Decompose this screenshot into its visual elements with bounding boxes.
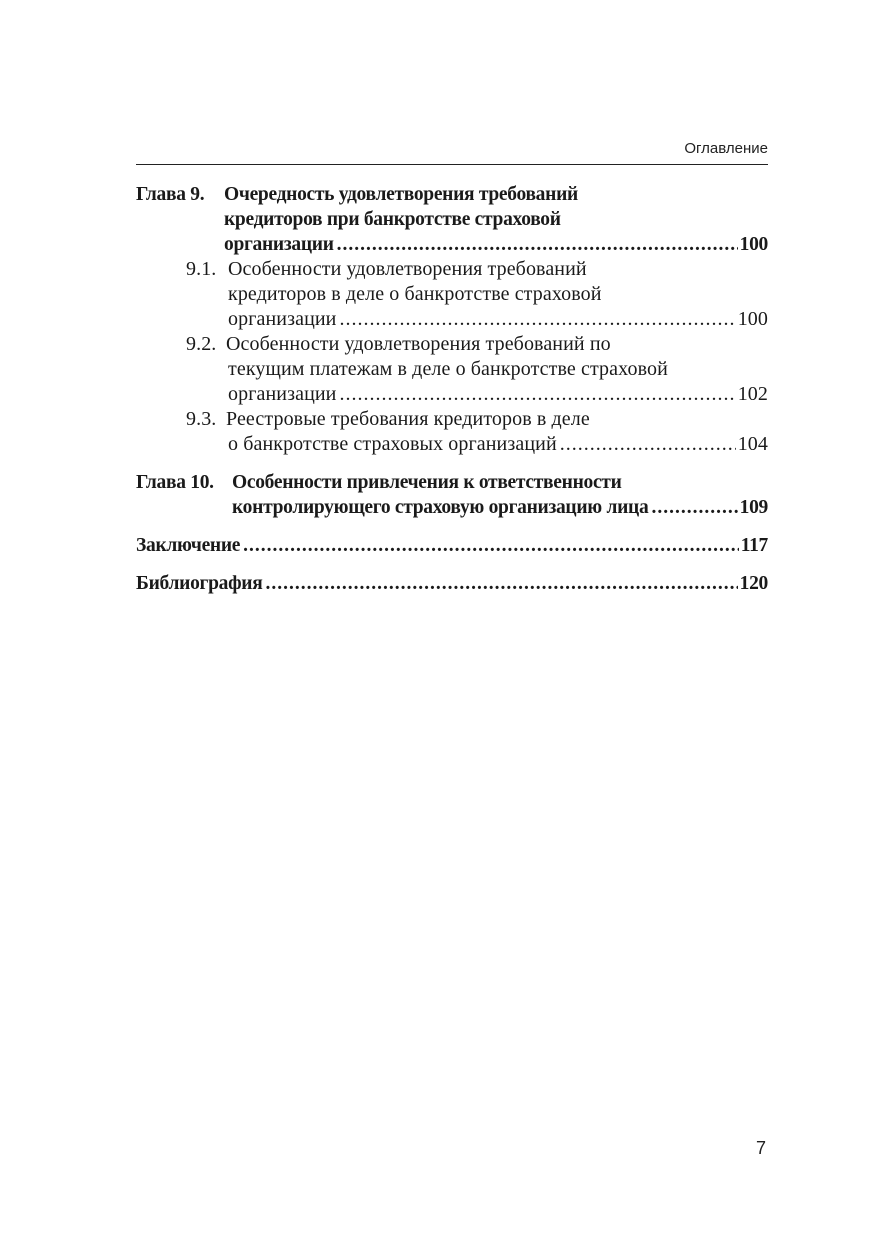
bibliography-page: 120 (739, 573, 768, 594)
toc-section-9-1-line-1[interactable] (136, 257, 768, 282)
chapter-10-title-line-1: Особенности привлечения к ответственности (232, 472, 622, 493)
spacer (136, 457, 768, 470)
leader-dots (560, 432, 736, 457)
section-9-1-title-line-2: кредиторов в деле о банкротстве страховой (228, 283, 602, 305)
toc-chapter-9-line-2[interactable] (136, 207, 768, 232)
page-number: 7 (755, 1138, 766, 1158)
section-9-2-title-line-1: Особенности удовлетворения требований по (226, 333, 611, 355)
toc-chapter-9-line-3[interactable] (136, 232, 768, 257)
toc-section-9-3-line-1[interactable] (136, 407, 768, 432)
chapter-9-title-line-2: кредиторов при банкротстве страховой (224, 209, 561, 230)
section-9-2-page: 102 (737, 383, 768, 405)
toc-section-9-1-line-3[interactable] (136, 307, 768, 332)
chapter-9-title-line-1: Очередность удовлетворения требований (224, 184, 578, 205)
conclusion-page: 117 (740, 535, 768, 556)
header-rule (136, 164, 768, 165)
chapter-9-title-line-3: организации (224, 234, 334, 255)
toc-section-9-3-line-2[interactable] (136, 432, 768, 457)
leader-dots (243, 533, 739, 558)
running-header: Оглавление (684, 140, 768, 157)
toc-section-9-2-line-1[interactable] (136, 332, 768, 357)
chapter-10-page: 109 (739, 497, 768, 518)
bibliography-title: Библиография (136, 573, 263, 594)
section-9-1-number: 9.1. (186, 258, 217, 280)
section-9-3-title-line-2: о банкротстве страховых организаций (228, 433, 557, 455)
table-of-contents (136, 182, 768, 596)
chapter-10-title-line-2: контролирующего страховую организацию лица (232, 497, 649, 518)
leader-dots (651, 495, 737, 520)
toc-section-9-2-line-2[interactable] (136, 357, 768, 382)
section-9-2-title-line-2: текущим платежам в деле о банкротстве страховой (228, 358, 668, 380)
section-9-1-title-line-1: Особенности удовлетворения требований (228, 258, 587, 280)
leader-dots (265, 571, 737, 596)
leader-dots (339, 382, 735, 407)
section-9-1-page: 100 (737, 308, 768, 330)
toc-section-9-2-line-3[interactable] (136, 382, 768, 407)
leader-dots (337, 232, 738, 257)
section-9-2-title-line-3: организации (228, 383, 337, 405)
section-9-1-title-line-3: организации (228, 308, 337, 330)
toc-chapter-10-line-1[interactable] (136, 470, 768, 495)
toc-conclusion[interactable] (136, 533, 768, 558)
chapter-10-label: Глава 10. (136, 472, 214, 493)
conclusion-title: Заключение (136, 535, 241, 556)
chapter-9-page: 100 (739, 234, 768, 255)
leader-dots (339, 307, 735, 332)
section-9-3-page: 104 (737, 433, 768, 455)
spacer (136, 520, 768, 533)
toc-chapter-10-line-2[interactable] (136, 495, 768, 520)
section-9-2-number: 9.2. (186, 333, 217, 355)
toc-section-9-1-line-2[interactable] (136, 282, 768, 307)
section-9-3-title-line-1: Реестровые требования кредиторов в деле (226, 408, 590, 430)
spacer (136, 558, 768, 571)
toc-chapter-9-line-1[interactable] (136, 182, 768, 207)
section-9-3-number: 9.3. (186, 408, 217, 430)
toc-bibliography[interactable] (136, 571, 768, 596)
chapter-9-label: Глава 9. (136, 184, 205, 205)
